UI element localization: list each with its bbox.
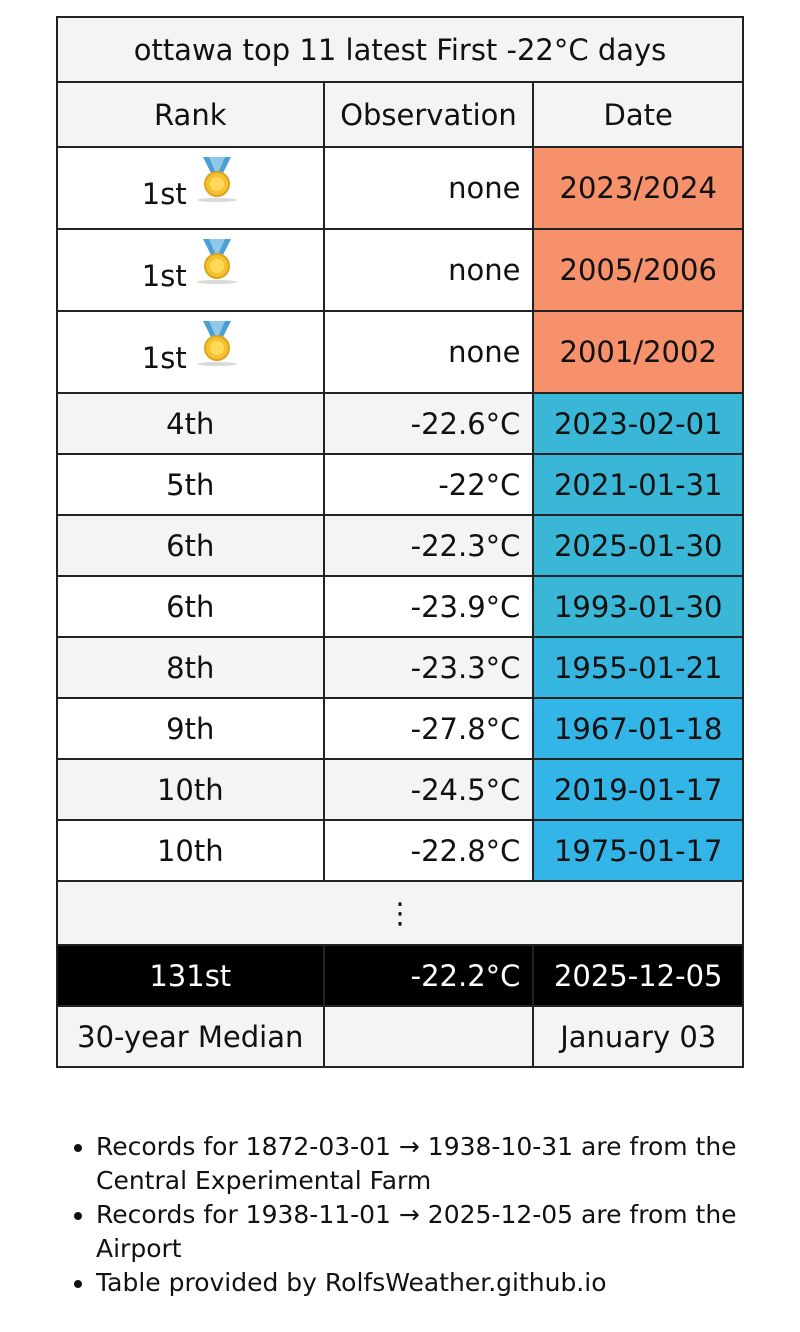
current-season-row bbox=[57, 945, 743, 1006]
date-cell: 1975-01-17 bbox=[533, 820, 743, 881]
table-row bbox=[57, 515, 743, 576]
rank-cell bbox=[57, 759, 324, 820]
table-row bbox=[57, 454, 743, 515]
rank-cell bbox=[57, 147, 324, 229]
observation-cell: none bbox=[324, 311, 534, 393]
observation-cell: -23.3°C bbox=[324, 637, 534, 698]
rank-cell bbox=[57, 393, 324, 454]
gold-medal-icon bbox=[195, 155, 239, 210]
rank-cell bbox=[57, 576, 324, 637]
rank-label: 9th bbox=[166, 711, 215, 746]
rank-label: 1st bbox=[141, 341, 187, 375]
date-cell: 2019-01-17 bbox=[533, 759, 743, 820]
header-observation: Observation bbox=[324, 82, 534, 147]
date-cell: 2021-01-31 bbox=[533, 454, 743, 515]
rank-label: 6th bbox=[166, 528, 215, 563]
observation-cell: none bbox=[324, 229, 534, 311]
rank-label: 6th bbox=[166, 589, 215, 624]
rank-cell bbox=[57, 454, 324, 515]
note-item: • Records for 1938-11-01 → 2025-12-05 are from the Airport bbox=[96, 1198, 756, 1266]
observation-cell: -24.5°C bbox=[324, 759, 534, 820]
table-row bbox=[57, 147, 743, 229]
rank-label: 1st bbox=[141, 259, 187, 293]
table-row bbox=[57, 229, 743, 311]
median-row bbox=[57, 1006, 743, 1067]
rank-label: 10th bbox=[156, 833, 224, 868]
rank-cell bbox=[57, 820, 324, 881]
current-rank: 131st bbox=[57, 945, 324, 1006]
header-date: Date bbox=[533, 82, 743, 147]
date-cell: 2023/2024 bbox=[533, 147, 743, 229]
table-row bbox=[57, 393, 743, 454]
median-label: 30-year Median bbox=[57, 1006, 324, 1067]
rank-cell bbox=[57, 515, 324, 576]
date-cell: 2005/2006 bbox=[533, 229, 743, 311]
table-row bbox=[57, 637, 743, 698]
gold-medal-icon bbox=[195, 237, 239, 292]
date-cell: 1955-01-21 bbox=[533, 637, 743, 698]
rank-label: 8th bbox=[166, 650, 215, 685]
table-row bbox=[57, 698, 743, 759]
header-rank: Rank bbox=[57, 82, 324, 147]
rank-cell bbox=[57, 229, 324, 311]
table-row bbox=[57, 820, 743, 881]
observation-cell: -22.6°C bbox=[324, 393, 534, 454]
median-observation bbox=[324, 1006, 534, 1067]
observation-cell: -22.3°C bbox=[324, 515, 534, 576]
rank-label: 1st bbox=[141, 177, 187, 211]
note-item: • Table provided by RolfsWeather.github.io bbox=[96, 1266, 756, 1300]
observation-cell: -22°C bbox=[324, 454, 534, 515]
date-cell: 2025-01-30 bbox=[533, 515, 743, 576]
table-row bbox=[57, 759, 743, 820]
rank-label: 5th bbox=[166, 467, 215, 502]
table-title: ottawa top 11 latest First -22°C days bbox=[57, 17, 743, 82]
observation-cell: none bbox=[324, 147, 534, 229]
date-cell: 2001/2002 bbox=[533, 311, 743, 393]
rank-cell bbox=[57, 698, 324, 759]
rank-cell bbox=[57, 311, 324, 393]
note-item: • Records for 1872-03-01 → 1938-10-31 are from the Central Experimental Farm bbox=[96, 1130, 756, 1198]
rank-label: 10th bbox=[156, 772, 224, 807]
table-body bbox=[57, 147, 743, 881]
date-cell: 1967-01-18 bbox=[533, 698, 743, 759]
table-row bbox=[57, 311, 743, 393]
current-observation: -22.2°C bbox=[324, 945, 534, 1006]
notes-list bbox=[56, 1130, 756, 1300]
observation-cell: -23.9°C bbox=[324, 576, 534, 637]
observation-cell: -22.8°C bbox=[324, 820, 534, 881]
table-row bbox=[57, 576, 743, 637]
ellipsis-row bbox=[57, 881, 743, 945]
current-date: 2025-12-05 bbox=[533, 945, 743, 1006]
date-cell: 2023-02-01 bbox=[533, 393, 743, 454]
ellipsis-cell: ⋮ bbox=[57, 881, 743, 945]
observation-cell: -27.8°C bbox=[324, 698, 534, 759]
gold-medal-icon bbox=[195, 319, 239, 374]
median-date: January 03 bbox=[533, 1006, 743, 1067]
date-cell: 1993-01-30 bbox=[533, 576, 743, 637]
rank-cell bbox=[57, 637, 324, 698]
rank-label: 4th bbox=[166, 406, 215, 441]
records-table bbox=[56, 16, 744, 1068]
